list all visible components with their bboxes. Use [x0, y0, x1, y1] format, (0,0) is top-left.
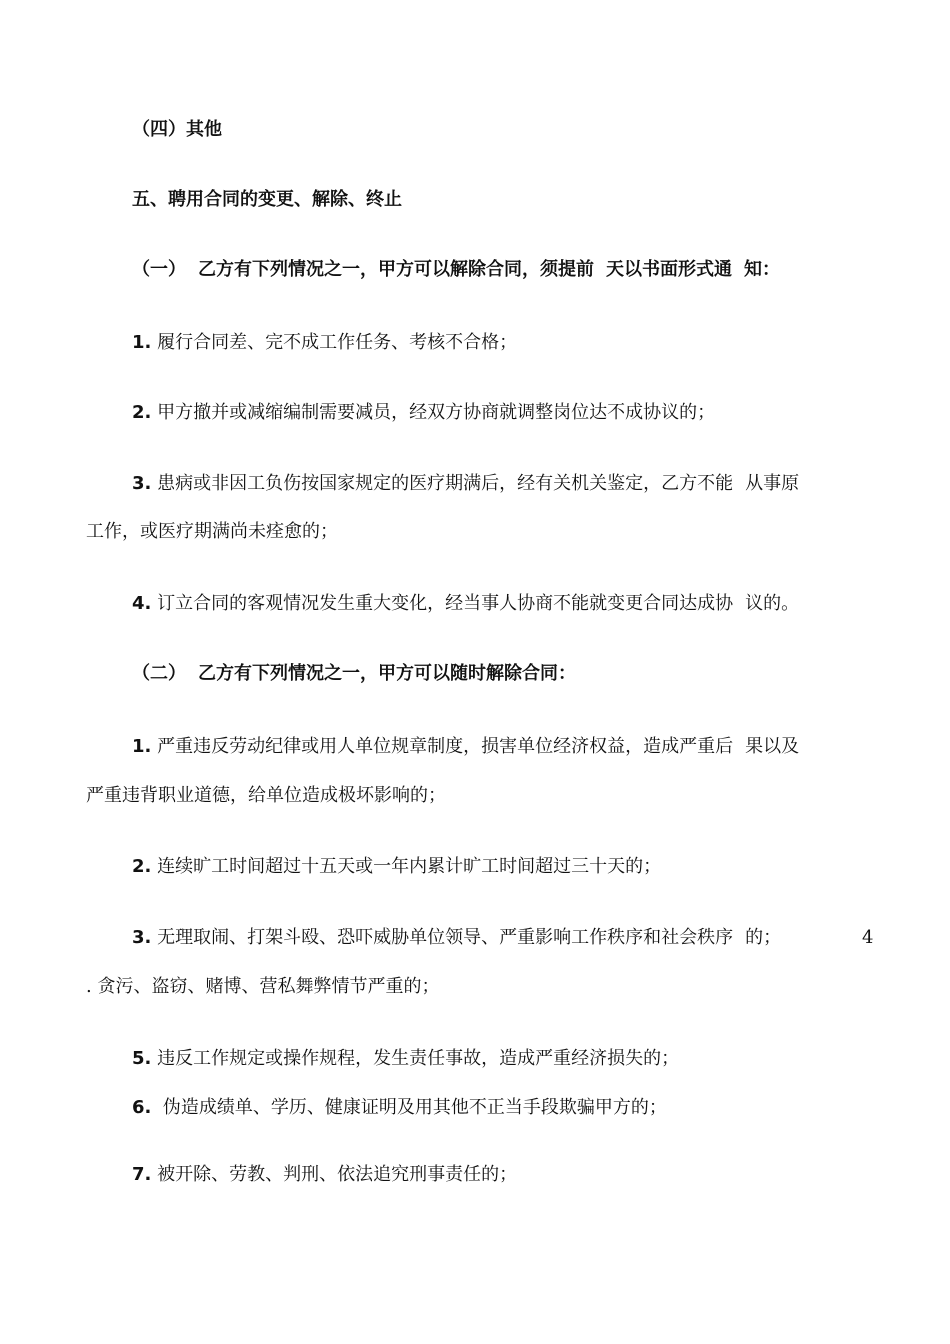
item-text: 伪造成绩单、学历、健康证明及用其他不正当手段欺骗甲方的；: [162, 1097, 667, 1118]
item-number: 1.: [132, 332, 152, 353]
item-number: 3.: [132, 927, 152, 948]
section-heading-other: （四）其他: [132, 119, 222, 140]
item-text: 违反工作规定或操作规程，发生责任事故，造成严重经济损失的；: [157, 1048, 680, 1069]
clause-2-item-5: [132, 1047, 679, 1071]
item-number: 5.: [132, 1048, 152, 1069]
item-number: 6.: [132, 1097, 152, 1118]
clause-1-heading-text-end: 知：: [744, 259, 780, 280]
clause-1-item-3-continuation: 工作，或医疗期满尚未痊愈的；: [86, 521, 338, 542]
clause-1-heading-text-cont: 天以书面形式通: [606, 259, 732, 280]
item-number: 7.: [132, 1164, 152, 1185]
clause-2-heading-text: 乙方有下列情况之一，甲方可以随时解除合同：: [198, 663, 576, 684]
clause-2-heading-label: （二）: [132, 663, 186, 684]
clause-1-item-2: [132, 401, 715, 425]
clause-2-item-3: [132, 926, 781, 950]
item-number: 2.: [132, 856, 152, 877]
clause-1-item-3: [132, 472, 799, 496]
clause-2-item-6: [132, 1096, 667, 1120]
clause-1-item-1: [132, 331, 517, 355]
item-text: 被开除、劳教、判刑、依法追究刑事责任的；: [157, 1164, 518, 1185]
clause-1-heading-label: （一）: [132, 259, 186, 280]
item-text: 严重违反劳动纪律或用人单位规章制度，损害单位经济权益，造成严重后: [157, 736, 734, 757]
item-text: 患病或非因工负伤按国家规定的医疗期满后，经有关机关鉴定，乙方不能: [157, 473, 734, 494]
clause-2-item-7: [132, 1163, 517, 1187]
item-text: 甲方撤并或减缩编制需要减员，经双方协商就调整岗位达不成协议的；: [157, 402, 716, 423]
section-heading-five: 五、聘用合同的变更、解除、终止: [132, 189, 402, 210]
item-text-cont: 果以及: [745, 736, 800, 757]
item-text: 订立合同的客观情况发生重大变化，经当事人协商不能就变更合同达成协: [157, 593, 734, 614]
clause-1-heading-text: 乙方有下列情况之一，甲方可以解除合同，须提前: [198, 259, 594, 280]
clause-2-item-2: [132, 855, 661, 879]
clause-1-item-4: [132, 592, 799, 616]
item-number: 1.: [132, 736, 152, 757]
item-number: 2.: [132, 402, 152, 423]
item-text: 连续旷工时间超过十五天或一年内累计旷工时间超过三十天的；: [157, 856, 662, 877]
item-text-cont: 的；: [745, 927, 782, 948]
clause-2-item-4: . 贪污、盗窃、赌博、营私舞弊情节严重的；: [86, 976, 440, 997]
item-number: 3.: [132, 473, 152, 494]
clause-2-heading: [132, 662, 576, 686]
item-text: 履行合同差、完不成工作任务、考核不合格；: [157, 332, 518, 353]
item-text-cont: 从事原: [745, 473, 800, 494]
clause-2-item-1: [132, 735, 799, 759]
item-text-cont: 议的。: [745, 593, 800, 614]
clause-2-item-1-continuation: 严重违背职业道德，给单位造成极坏影响的；: [86, 785, 446, 806]
item-text: 无理取闹、打架斗殴、恐吓威胁单位领导、严重影响工作秩序和社会秩序: [157, 927, 734, 948]
clause-2-item-4-number: 4: [862, 927, 874, 948]
item-number: 4.: [132, 593, 152, 614]
clause-1-heading: [132, 258, 780, 282]
